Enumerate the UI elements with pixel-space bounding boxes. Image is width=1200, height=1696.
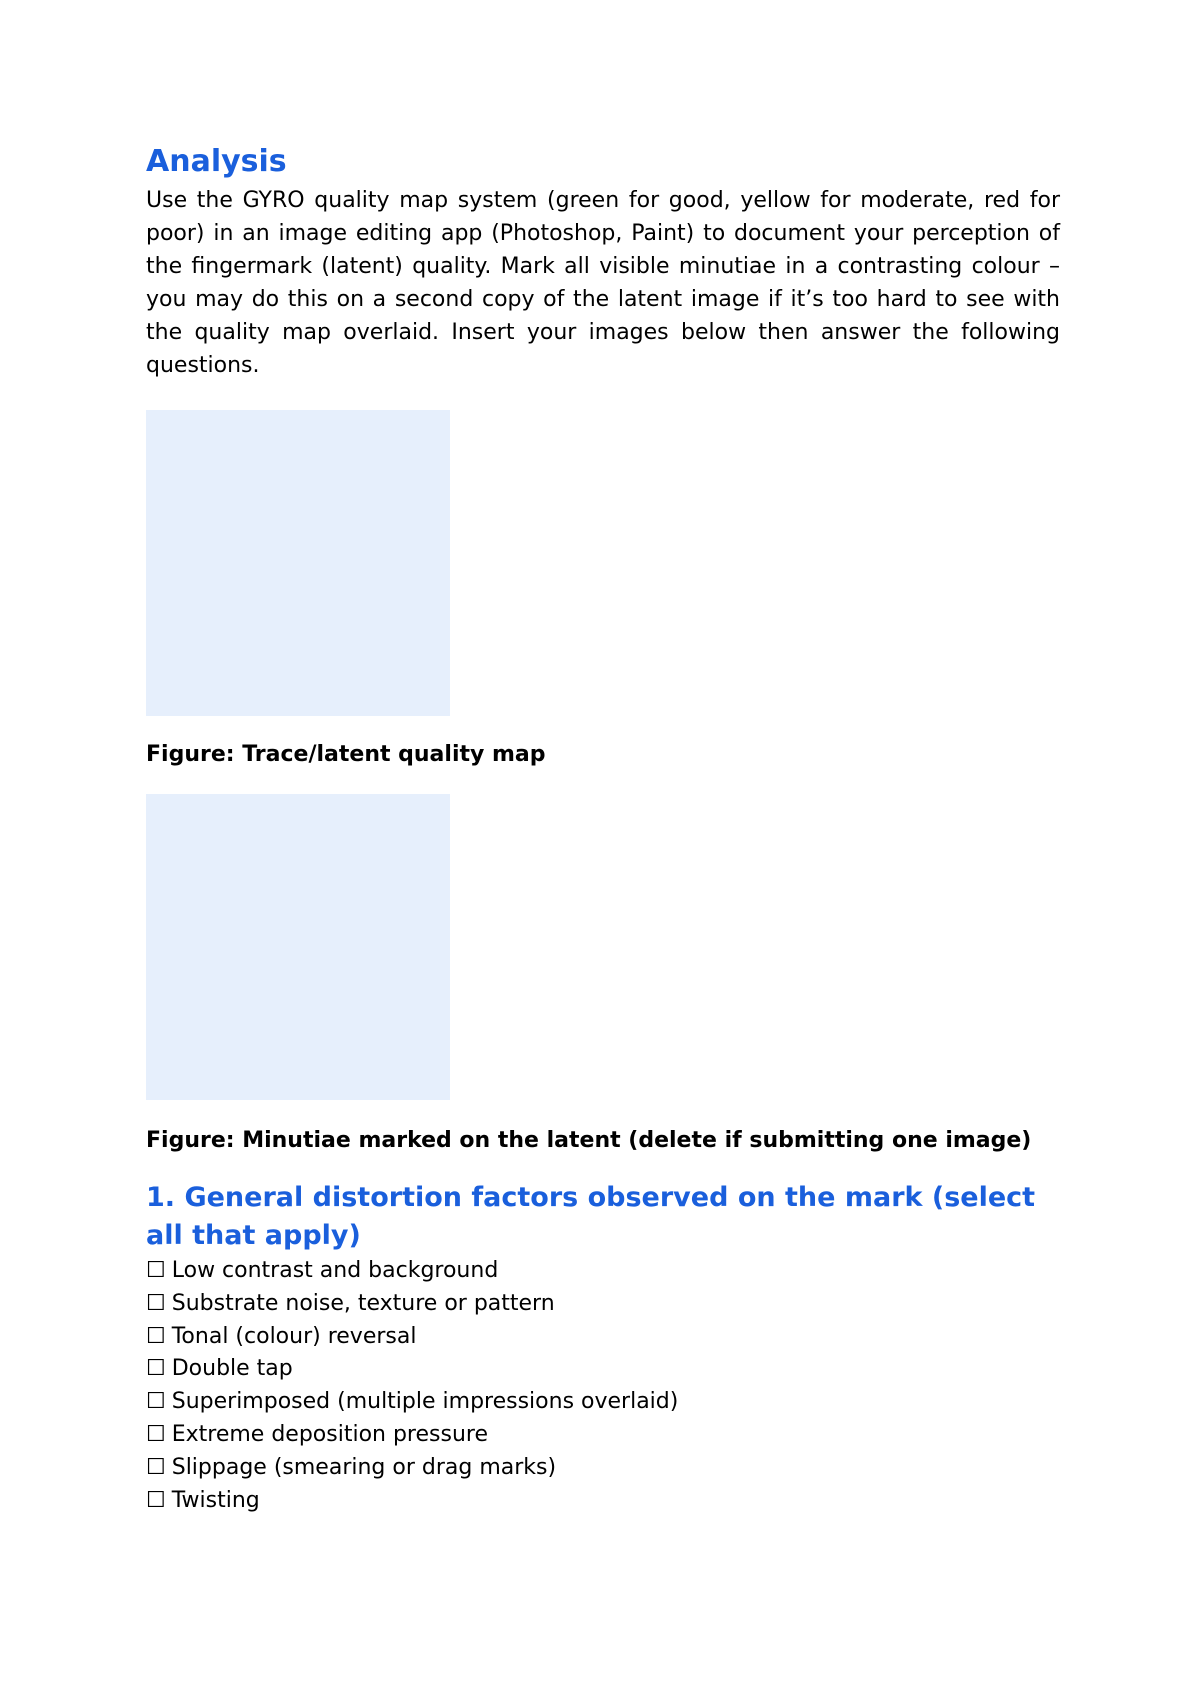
checkbox-icon[interactable]: ☐ <box>146 1356 166 1382</box>
analysis-instructions: Use the GYRO quality map system (green for good, yellow for moderate, red for poor) in an image editing app (Photoshop, Paint) to document your perception of the fingermark (latent) quality. Mark all visible minutiae in a contrasting colour – you may do this on a second copy of the latent image if it’s too hard to see with the quality map overlaid. Insert your images below then answer the following questions. <box>146 188 1060 378</box>
checkbox-icon[interactable]: ☐ <box>146 1258 166 1283</box>
checklist-item-label: Extreme deposition pressure <box>171 1421 488 1447</box>
checklist-item[interactable] <box>146 1321 1060 1354</box>
checkbox-icon[interactable]: ☐ <box>146 1487 166 1513</box>
checklist-item[interactable] <box>146 1288 1060 1321</box>
checklist-item-label: Slippage (smearing or drag marks) <box>171 1454 557 1480</box>
checklist-item[interactable] <box>146 1452 1060 1485</box>
document-page <box>146 140 1060 1517</box>
checklist-item-label: Low contrast and background <box>171 1258 499 1283</box>
checkbox-icon[interactable]: ☐ <box>146 1290 166 1316</box>
checklist-item-label: Substrate noise, texture or pattern <box>171 1290 555 1316</box>
checklist-item[interactable] <box>146 1485 1060 1518</box>
question-1-heading: 1. General distortion factors observed on the mark (select all that apply) <box>146 1182 1036 1251</box>
checklist-item[interactable] <box>146 1353 1060 1386</box>
checkbox-icon[interactable]: ☐ <box>146 1421 166 1447</box>
distortion-factor-checklist <box>146 1255 1060 1517</box>
checklist-item[interactable] <box>146 1255 1060 1288</box>
checklist-item-label: Superimposed (multiple impressions overlaid) <box>171 1389 679 1415</box>
checklist-item-label: Tonal (colour) reversal <box>171 1323 417 1349</box>
checklist-item[interactable] <box>146 1386 1060 1419</box>
quality-map-image-placeholder[interactable] <box>146 410 450 716</box>
checkbox-icon[interactable]: ☐ <box>146 1323 166 1349</box>
figure-caption-quality-map: Figure: Trace/latent quality map <box>146 742 546 767</box>
checklist-item-label: Twisting <box>171 1487 260 1513</box>
checklist-item-label: Double tap <box>171 1356 293 1382</box>
figure-caption-minutiae: Figure: Minutiae marked on the latent (delete if submitting one image) <box>146 1128 1032 1153</box>
checkbox-icon[interactable]: ☐ <box>146 1389 166 1415</box>
checklist-item[interactable] <box>146 1419 1060 1452</box>
minutiae-image-placeholder[interactable] <box>146 794 450 1100</box>
checkbox-icon[interactable]: ☐ <box>146 1454 166 1480</box>
analysis-heading: Analysis <box>146 144 287 179</box>
